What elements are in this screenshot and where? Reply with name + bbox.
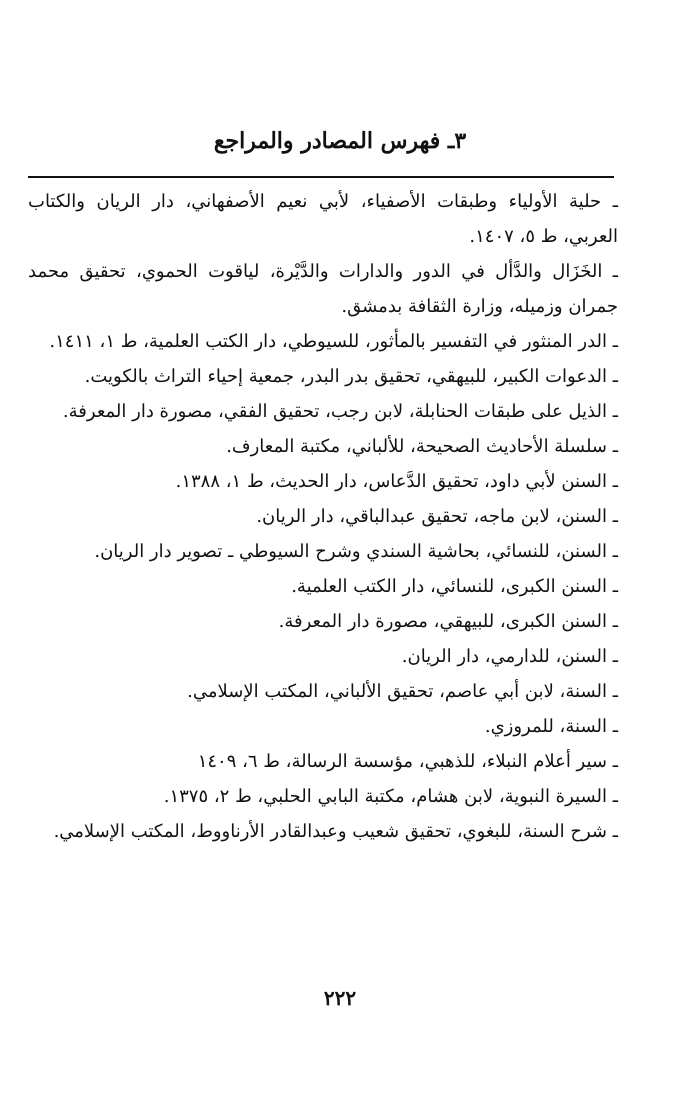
bibliography-entry: ـ السيرة النبوية، لابن هشام، مكتبة البابي الحلبي، ط ٢، ١٣٧٥. bbox=[163, 786, 618, 807]
bibliography-entry: ـ الدعوات الكبير، للبيهقي، تحقيق بدر البدر، جمعية إحياء التراث بالكويت. bbox=[84, 366, 618, 387]
bibliography-entry: ـ السنن، لابن ماجه، تحقيق عبدالباقي، دار الريان. bbox=[256, 506, 618, 527]
bibliography-entry: ـ سلسلة الأحاديث الصحيحة، للألباني، مكتبة المعارف. bbox=[226, 436, 618, 457]
bibliography-entry: ـ سير أعلام النبلاء، للذهبي، مؤسسة الرسالة، ط ٦، ١٤٠٩ bbox=[197, 751, 618, 772]
section-title: ٣ـ فهرس المصادر والمراجع bbox=[213, 128, 467, 154]
bibliography-entry: ـ شرح السنة، للبغوي، تحقيق شعيب وعبدالقادر الأرناووط، المكتب الإسلامي. bbox=[53, 821, 618, 842]
bibliography-entry: ـ السنن لأبي داود، تحقيق الدَّعاس، دار الحديث، ط ١، ١٣٨٨. bbox=[175, 471, 618, 492]
bibliography-entry: ـ السنن، للنسائي، بحاشية السندي وشرح السيوطي ـ تصوير دار الريان. bbox=[94, 541, 618, 562]
bibliography-entry: ـ السنن الكبرى، للنسائي، دار الكتب العلمية. bbox=[291, 576, 618, 597]
bibliography-entry: ـ السنة، لابن أبي عاصم، تحقيق الألباني، المكتب الإسلامي. bbox=[187, 681, 618, 702]
header-rule bbox=[28, 176, 614, 178]
bibliography-entry: ـ السنة، للمروزي. bbox=[484, 716, 618, 737]
bibliography-entry: ـ السنن الكبرى، للبيهقي، مصورة دار المعرفة. bbox=[278, 611, 618, 632]
bibliography-entry: ـ حلية الأولياء وطبقات الأصفياء، لأبي نعيم الأصفهاني، دار الريان والكتاب العربي، ط ٥، ١٤٠٧. bbox=[28, 191, 618, 247]
bibliography-entry: ـ الخَزَال والدَّأل في الدور والدارات والدَّيْرة، لياقوت الحموي، تحقيق محمد جمران وزميله، وزارة الثقافة بدمشق. bbox=[28, 261, 618, 317]
page-number: ٢٢٢ bbox=[323, 986, 357, 1010]
bibliography-entry: ـ الذيل على طبقات الحنابلة، لابن رجب، تحقيق الفقي، مصورة دار المعرفة. bbox=[62, 401, 618, 422]
bibliography-list bbox=[28, 184, 618, 849]
bibliography-entry: ـ الدر المنثور في التفسير بالمأثور، للسيوطي، دار الكتب العلمية، ط ١، ١٤١١. bbox=[49, 331, 618, 352]
bibliography-entry: ـ السنن، للدارمي، دار الريان. bbox=[401, 646, 618, 667]
